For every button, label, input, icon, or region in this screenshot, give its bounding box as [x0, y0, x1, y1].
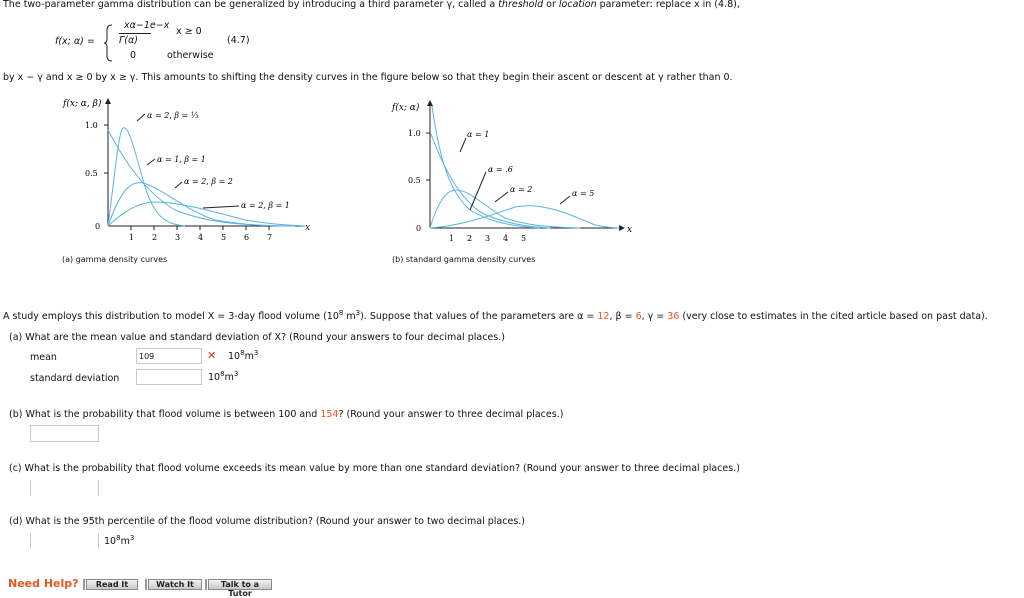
- study-text-a: A study employs this distribution to model X = 3-day flood volume (10: [3, 311, 339, 323]
- part-a-question: (a) What are the mean value and standard deviation of X? (Round your answers to four decimal places.): [9, 332, 505, 343]
- figure-a-caption: (a) gamma density curves: [62, 255, 168, 264]
- intro-line-1: [3, 0, 740, 10]
- figure-a-xaxis-label: x: [305, 223, 311, 233]
- intro-text-b: or: [543, 0, 559, 10]
- figure-b-leader: [495, 192, 508, 202]
- formula-denominator: Γ(α): [119, 35, 138, 46]
- formula-lhs: f(x; α) =: [55, 36, 95, 47]
- intro-text-c: parameter: replace x in (4.8),: [596, 0, 740, 10]
- figure-a-leader: [175, 182, 182, 188]
- part-b-text-a: (b) What is the probability that flood volume is between 100 and: [9, 409, 321, 420]
- study-exp-3: 3: [355, 309, 361, 317]
- figure-a-ytick-05: 0.5: [85, 169, 98, 178]
- study-text-e: ). Suppose that values of the parameters are α =: [360, 311, 598, 323]
- intro-text-a: The two-parameter gamma distribution can be generalized by introducing a third parameter γ, called a: [3, 0, 499, 10]
- talk-to-tutor-button[interactable]: Talk to a Tutor: [208, 579, 272, 590]
- figure-b-xtick-5: 5: [521, 234, 527, 243]
- part-b-upper-value: 154: [320, 409, 339, 420]
- intro-line-2: by x − γ and x ≥ 0 by x ≥ γ. This amounts to shifting the density curves in the figure below so that they begin their ascent or descent at γ rather than 0.: [3, 72, 733, 83]
- figure-b-curve-a1: [431, 134, 550, 228]
- part-c-question: (c) What is the probability that flood volume exceeds its mean value by more than one standard deviation? (Round your answer to three decimal places.): [9, 463, 740, 474]
- intro-threshold: threshold: [498, 0, 544, 10]
- figure-b-xtick-4: 4: [503, 234, 509, 243]
- figure-b-curve-a2: [430, 190, 580, 228]
- formula-fraction-bar: [119, 33, 151, 34]
- figure-a-ytick-1: 1.0: [85, 121, 98, 130]
- incorrect-icon: ✕: [207, 349, 217, 362]
- formula-number: (4.7): [227, 35, 250, 46]
- figure-b-ytick-1: 1.0: [408, 129, 421, 138]
- part-b-question: [9, 409, 563, 420]
- figure-a-leader: [203, 206, 239, 208]
- formula-zero: 0: [130, 50, 137, 61]
- figure-b-xtick-1: 1: [449, 234, 455, 243]
- figure-b-caption: (b) standard gamma density curves: [392, 255, 536, 264]
- figure-a-xtick-2: 2: [152, 233, 158, 242]
- figure-a-label-a2-b1-3: α = 2, β = ⅓: [147, 111, 199, 120]
- figure-a-leader: [137, 114, 145, 121]
- formula-brace: [103, 24, 113, 62]
- figure-b-leader: [460, 138, 466, 152]
- formula-condition-2: otherwise: [167, 50, 214, 61]
- figure-a-xtick-4: 4: [198, 233, 204, 242]
- part-c-input[interactable]: [30, 480, 99, 496]
- formula-4-7: [55, 20, 275, 64]
- study-exp-8: 8: [338, 309, 344, 317]
- figure-b-standard-gamma: [390, 92, 640, 252]
- watch-it-button[interactable]: Watch It: [148, 579, 202, 590]
- figure-a-xtick-7: 7: [267, 233, 273, 242]
- part-d-input[interactable]: [30, 533, 99, 549]
- figure-b-ytick-05: 0.5: [408, 176, 421, 185]
- mean-unit: $10^8m^3$: [228, 349, 259, 363]
- figure-a-label-a2-b2: α = 2, β = 2: [184, 177, 233, 186]
- part-b-input[interactable]: [30, 425, 99, 442]
- figure-b-xticks: [449, 234, 526, 243]
- figure-b-ytick-0: 0: [416, 224, 422, 233]
- figure-b-y-arrow: [427, 100, 433, 106]
- figure-a-ylabel: f(x; α, β): [63, 99, 102, 109]
- figure-a-gamma-density: [55, 92, 335, 252]
- figure-b-label-a06: α = .6: [488, 165, 513, 174]
- sd-label: standard deviation: [30, 373, 120, 384]
- figure-a-y-arrow: [105, 98, 111, 104]
- need-help-label: Need Help?: [8, 577, 79, 590]
- figure-b-ylabel: f(x; α): [392, 103, 420, 113]
- mean-input-value: 109: [139, 352, 155, 361]
- figure-b-leader: [560, 196, 570, 204]
- figure-b-label-a2: α = 2: [510, 185, 533, 194]
- figure-a-xticks: [129, 226, 272, 242]
- study-text-f: , β =: [609, 311, 636, 323]
- formula-numerator: xα−1e−x: [124, 20, 170, 31]
- study-text: [3, 309, 988, 322]
- figure-a-ytick-0: 0: [95, 222, 101, 231]
- part-b-text-b: ? (Round your answer to three decimal places.): [338, 409, 564, 420]
- figure-a-curve-a2-b1-3: [108, 128, 185, 226]
- figure-a-label-a1-b1: α = 1, β = 1: [157, 155, 206, 164]
- figure-b-curve-a06: [432, 106, 540, 228]
- figure-b-xtick-3: 3: [485, 234, 491, 243]
- sd-input[interactable]: [136, 369, 202, 385]
- figure-b-label-a5: α = 5: [572, 189, 595, 198]
- figure-a-xtick-6: 6: [244, 233, 250, 242]
- figure-b-curve-a5: [430, 206, 620, 228]
- alpha-value: 12: [597, 311, 610, 323]
- figure-a-xtick-1: 1: [129, 233, 135, 242]
- sd-unit: $10^8m^3$: [208, 370, 239, 384]
- figure-b-label-a1: α = 1: [467, 130, 490, 139]
- part-d-unit: $10^8m^3$: [104, 534, 135, 548]
- mean-label: mean: [30, 352, 57, 363]
- figure-a-xtick-3: 3: [175, 233, 181, 242]
- figure-a-leader: [147, 159, 155, 165]
- figure-b-xaxis-label: x: [627, 225, 633, 235]
- study-unit-m: m: [343, 311, 356, 323]
- figure-a-label-a2-b1: α = 2, β = 1: [241, 201, 290, 210]
- beta-value: 6: [635, 311, 642, 323]
- part-d-question: (d) What is the 95th percentile of the flood volume distribution? (Round your answer to two decimal places.): [9, 516, 525, 527]
- intro-location: location: [558, 0, 597, 10]
- gamma-value: 36: [667, 311, 680, 323]
- read-it-button[interactable]: Read It: [86, 579, 138, 590]
- figure-b-xtick-2: 2: [467, 234, 473, 243]
- formula-condition-1: x ≥ 0: [176, 26, 202, 37]
- figure-a-xtick-5: 5: [221, 233, 227, 242]
- study-text-h: (very close to estimates in the cited article based on past data).: [679, 311, 988, 323]
- mean-input[interactable]: [136, 348, 202, 364]
- study-text-g: , γ =: [641, 311, 668, 323]
